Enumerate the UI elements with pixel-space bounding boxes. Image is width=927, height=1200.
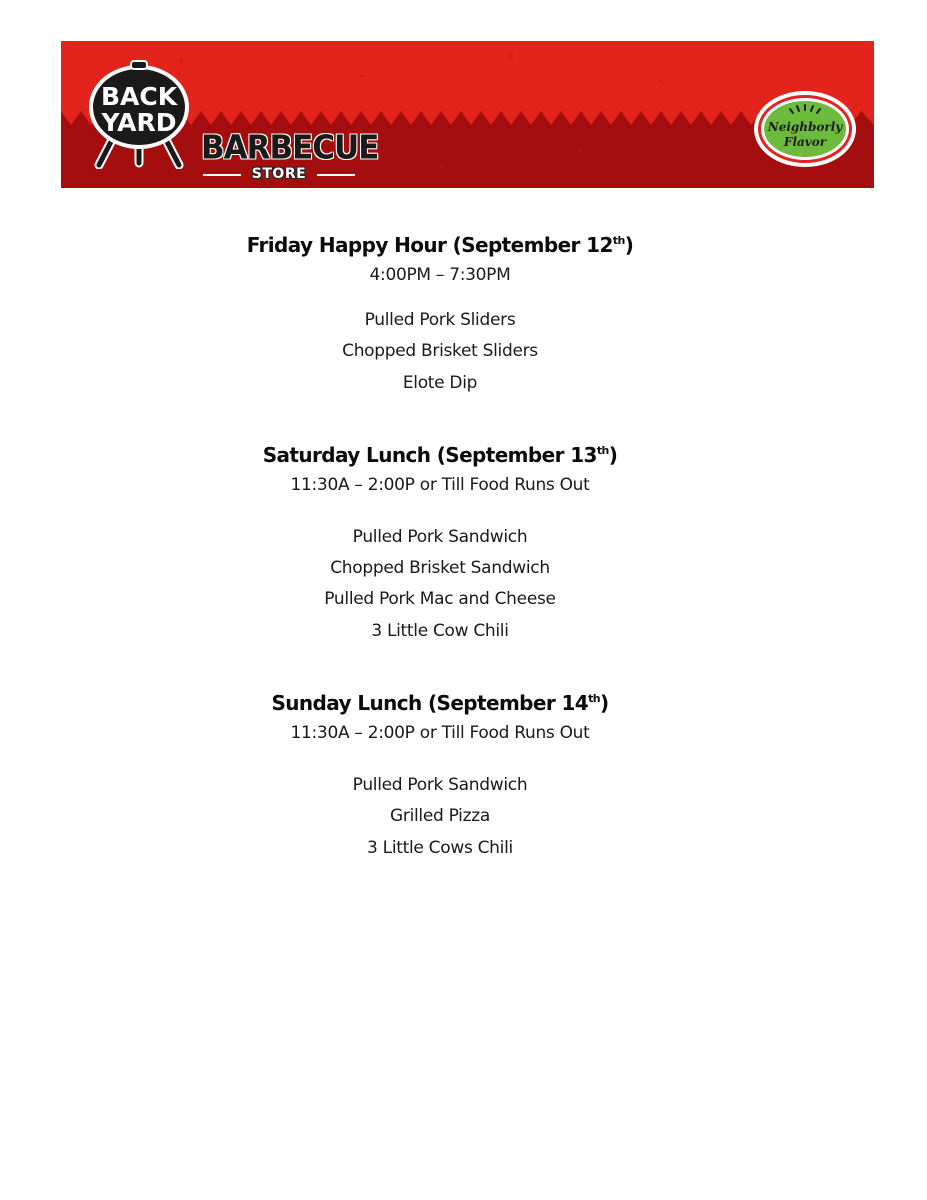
menu-section-saturday (0, 435, 880, 647)
badge-line-2: Flavor (783, 135, 827, 149)
section-title-text: Friday Happy Hour (September 12 (246, 233, 613, 257)
section-title-end: ) (600, 691, 609, 716)
menu-section-friday (0, 225, 880, 399)
section-title-superscript: th (588, 692, 601, 706)
menu-item: Chopped Brisket Sliders (342, 341, 538, 362)
barbecue-wordmark (201, 129, 379, 183)
logo-bottom-text: YARD (101, 108, 177, 137)
menu-item: 3 Little Cows Chili (367, 837, 513, 858)
section-title-superscript: th (596, 443, 609, 457)
section-title (0, 225, 880, 265)
header-banner (61, 41, 874, 188)
menu-item-list (0, 770, 880, 864)
logo-top-text: BACK (100, 82, 178, 111)
menu-item-list (0, 305, 880, 399)
section-title (0, 435, 880, 475)
wordmark-title: BARBECUE (201, 129, 379, 167)
wordmark-subtitle: STORE (251, 166, 307, 182)
menu-item: Pulled Pork Sliders (364, 310, 516, 330)
section-title-text: Sunday Lunch (September 14 (271, 691, 589, 716)
section-title-superscript: th (612, 234, 625, 247)
section-time: 11:30A – 2:00P or Till Food Runs Out (290, 723, 590, 744)
section-title-end: ) (624, 233, 634, 257)
section-title-text: Saturday Lunch (September 13 (262, 442, 597, 467)
menu-item: Pulled Pork Mac and Cheese (324, 589, 556, 610)
menu-item: 3 Little Cow Chili (371, 620, 509, 641)
grill-logo-icon (85, 59, 193, 169)
menu-item: Pulled Pork Sandwich (352, 526, 528, 547)
section-time: 11:30A – 2:00P or Till Food Runs Out (290, 474, 590, 495)
badge-line-1: Neighborly (767, 120, 843, 134)
section-title-end: ) (608, 442, 618, 467)
menu-item: Elote Dip (402, 372, 478, 393)
neighborly-flavor-badge (753, 89, 857, 169)
section-title (0, 683, 880, 723)
section-time: 4:00PM – 7:30PM (369, 265, 511, 285)
menu-item: Pulled Pork Sandwich (352, 775, 528, 796)
menu-content (0, 225, 880, 864)
menu-item: Grilled Pizza (390, 806, 490, 827)
menu-section-sunday (0, 683, 880, 864)
menu-item: Chopped Brisket Sandwich (330, 558, 550, 579)
menu-item-list (0, 522, 880, 647)
